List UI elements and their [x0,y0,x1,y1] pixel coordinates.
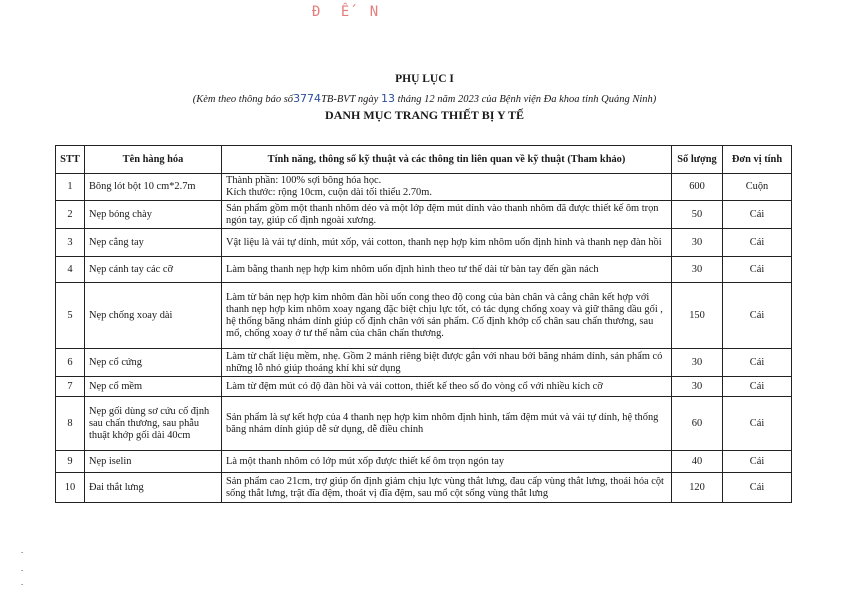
subtitle-prefix: (Kèm theo thông báo số [192,94,294,105]
margin-mark: - [21,566,24,574]
notice-number: 3774 [293,92,322,105]
row-stt: 3 [56,229,85,257]
row-stt: 6 [56,349,85,377]
row-spec: Vật liệu là vải tự dính, mút xốp, vải cotton, thanh nẹp hợp kim nhôm uốn định hình và thanh nẹp đàn hồi [222,229,672,257]
table-row [56,229,792,257]
table-row [56,257,792,283]
row-unit: Cái [723,451,792,473]
equipment-table [55,145,792,503]
table-header-row [56,146,792,174]
received-stamp: Đ Ế N [312,4,385,20]
row-spec: Làm từ đệm mút có độ đàn hồi và vải cotton, thiết kế theo số đo vòng cổ với nhiều kích cỡ [222,377,672,397]
row-qty: 40 [672,451,723,473]
table-row [56,377,792,397]
row-name: Nẹp gối dùng sơ cứu cố định sau chấn thương, sau phẫu thuật khớp gối dài 40cm [85,397,222,451]
row-qty: 60 [672,397,723,451]
row-stt: 4 [56,257,85,283]
row-spec: Sản phẩm cao 21cm, trợ giúp ổn định giảm chịu lực vùng thắt lưng, đau cấp vùng thắt lưng, thoái hóa cột sống thắt lưng, trật đĩa đệm, thoát vị đĩa đệm, sau mổ cột sống vùng thắt lưng [222,473,672,503]
table-row [56,283,792,349]
subtitle-middle: TB-BVT ngày [321,94,379,105]
row-name: Nẹp cổ mềm [85,377,222,397]
row-stt: 5 [56,283,85,349]
row-spec: Thành phần: 100% sợi bông hóa học. Kích thước: rộng 10cm, cuộn dài tối thiểu 2.70m. [222,174,672,201]
row-stt: 9 [56,451,85,473]
row-stt: 2 [56,201,85,229]
row-unit: Cái [723,257,792,283]
row-unit: Cái [723,473,792,503]
col-header-name: Tên hàng hóa [85,146,222,174]
table-row [56,451,792,473]
row-unit: Cái [723,229,792,257]
table-row [56,473,792,503]
row-qty: 600 [672,174,723,201]
row-qty: 30 [672,229,723,257]
notice-day: 13 [380,92,395,105]
appendix-title: PHỤ LỤC I [395,73,454,85]
margin-mark: - [21,580,24,588]
row-unit: Cái [723,349,792,377]
margin-mark: - [21,548,24,556]
row-name: Nẹp cẳng tay [85,229,222,257]
row-spec: Sản phẩm gồm một thanh nhôm dẻo và một lớp đệm mút dính vào thanh nhôm đã được thiết kế ôm trọn ngón tay, giúp cố định ngoài xương. [222,201,672,229]
row-qty: 30 [672,377,723,397]
row-name: Nẹp bỏng chày [85,201,222,229]
col-header-stt: STT [56,146,85,174]
row-qty: 120 [672,473,723,503]
row-spec: Sản phẩm là sự kết hợp của 4 thanh nẹp hợp kim nhôm định hình, tấm đệm mút và vải tự dính, hệ thống băng nhám dính giúp dễ sử dụng, dễ điều chỉnh [222,397,672,451]
row-spec: Là một thanh nhôm có lớp mút xốp được thiết kế ôm trọn ngón tay [222,451,672,473]
row-name: Nẹp chống xoay dài [85,283,222,349]
row-unit: Cái [723,397,792,451]
col-header-unit: Đơn vị tính [723,146,792,174]
subtitle-suffix: tháng 12 năm 2023 của Bệnh viện Đa khoa tỉnh Quảng Ninh) [397,94,657,105]
row-stt: 8 [56,397,85,451]
table-row [56,201,792,229]
row-name: Đai thắt lưng [85,473,222,503]
col-header-qty: Số lượng [672,146,723,174]
list-title: DANH MỤC TRANG THIẾT BỊ Y TẾ [325,108,524,122]
appendix-subtitle [0,92,849,105]
row-stt: 1 [56,174,85,201]
row-spec: Làm từ bản nẹp hợp kim nhôm đàn hồi uốn cong theo độ cong của bàn chân và cẳng chân kết hợp với thanh nẹp hợp kim nhôm xoay ngang đặc biệt chịu lực tốt, có tác dụng chống xoay và giữ thăng dầu gối , hệ thống băng nhám dính giúp cố định chân với sản phẩm. Cố định khớp cổ chân sau chấn thương, sau mổ, chống xoay ở tư thế nằm của chân chấn thương. [222,283,672,349]
row-unit: Cái [723,377,792,397]
table-row [56,397,792,451]
row-unit: Cái [723,201,792,229]
row-spec: Làm bằng thanh nẹp hợp kim nhôm uốn định hình theo tư thế dài từ bàn tay đến gần nách [222,257,672,283]
row-stt: 10 [56,473,85,503]
row-name: Nẹp cổ cứng [85,349,222,377]
row-qty: 30 [672,349,723,377]
row-unit: Cuộn [723,174,792,201]
row-name: Nẹp iselin [85,451,222,473]
row-name: Bông lót bột 10 cm*2.7m [85,174,222,201]
table-row [56,174,792,201]
row-spec: Làm từ chất liệu mềm, nhẹ. Gồm 2 mảnh riêng biệt được gắn với nhau bởi băng nhám dính, sản phẩm có những lỗ nhỏ giúp thoáng khí khi sử dụng [222,349,672,377]
row-qty: 150 [672,283,723,349]
col-header-spec: Tính năng, thông số kỹ thuật và các thông tin liên quan về kỹ thuật (Tham khảo) [222,146,672,174]
row-qty: 30 [672,257,723,283]
row-name: Nẹp cánh tay các cỡ [85,257,222,283]
table-row [56,349,792,377]
row-qty: 50 [672,201,723,229]
row-unit: Cái [723,283,792,349]
row-stt: 7 [56,377,85,397]
